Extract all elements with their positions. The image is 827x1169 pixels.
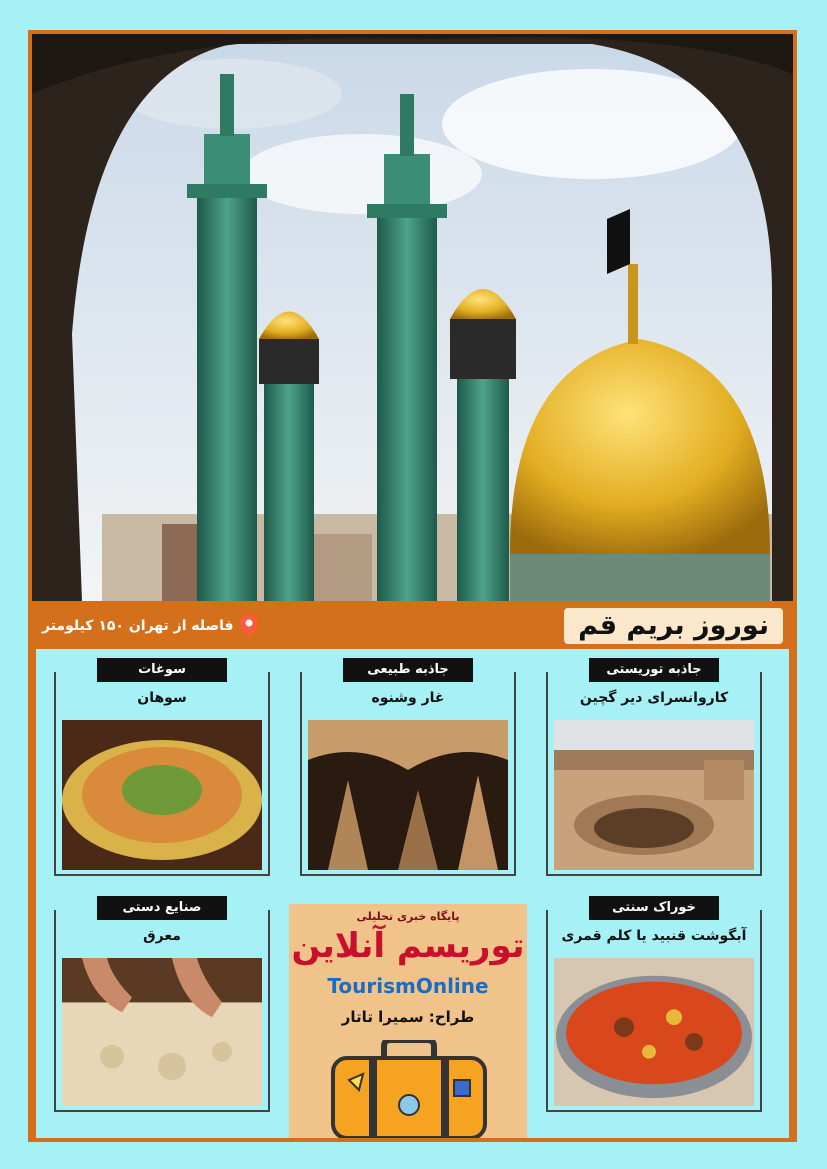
card-souvenir [54, 662, 270, 876]
card-name: غار وشنوه [371, 690, 445, 706]
card-traditional-food [546, 900, 762, 1112]
card-natural-attraction [300, 662, 516, 876]
card-label: سوغات [97, 658, 227, 682]
caravanserai-photo [554, 720, 754, 870]
page-title: نوروز بریم قم [564, 608, 783, 644]
card-handicraft [54, 900, 270, 1112]
designer-credit: طراح: سمیرا تاتار [341, 1008, 475, 1026]
location-pin-icon [240, 615, 258, 637]
card-name: سوهان [137, 690, 187, 706]
logo-name-en: TourismOnline [327, 974, 489, 998]
hero-photo-shrine [32, 34, 793, 601]
marquetry-photo [62, 958, 262, 1106]
distance-text: فاصله از تهران ۱۵۰ کیلومتر [42, 618, 234, 634]
sohan-photo [62, 720, 262, 870]
card-label: جاذبه طبیعی [343, 658, 473, 682]
cave-photo [308, 720, 508, 870]
logo-name-fa: توریسم آنلاین [291, 926, 525, 966]
card-name: کاروانسرای دیر گچین [579, 690, 729, 706]
brand-logo-block [289, 904, 527, 1138]
distance-info [42, 614, 258, 638]
card-name: معرق [143, 928, 181, 944]
card-label: صنایع دستی [97, 896, 227, 920]
card-label: خوراک سنتی [589, 896, 719, 920]
card-tourist-attraction [546, 662, 762, 876]
card-label: جاذبه توریستی [589, 658, 719, 682]
stew-photo [554, 958, 754, 1106]
suitcase-icon [329, 1040, 489, 1138]
logo-tagline: پایگاه خبری تحلیلی [356, 910, 460, 923]
card-name: آبگوشت قنبید یا کلم قمری [561, 928, 747, 944]
